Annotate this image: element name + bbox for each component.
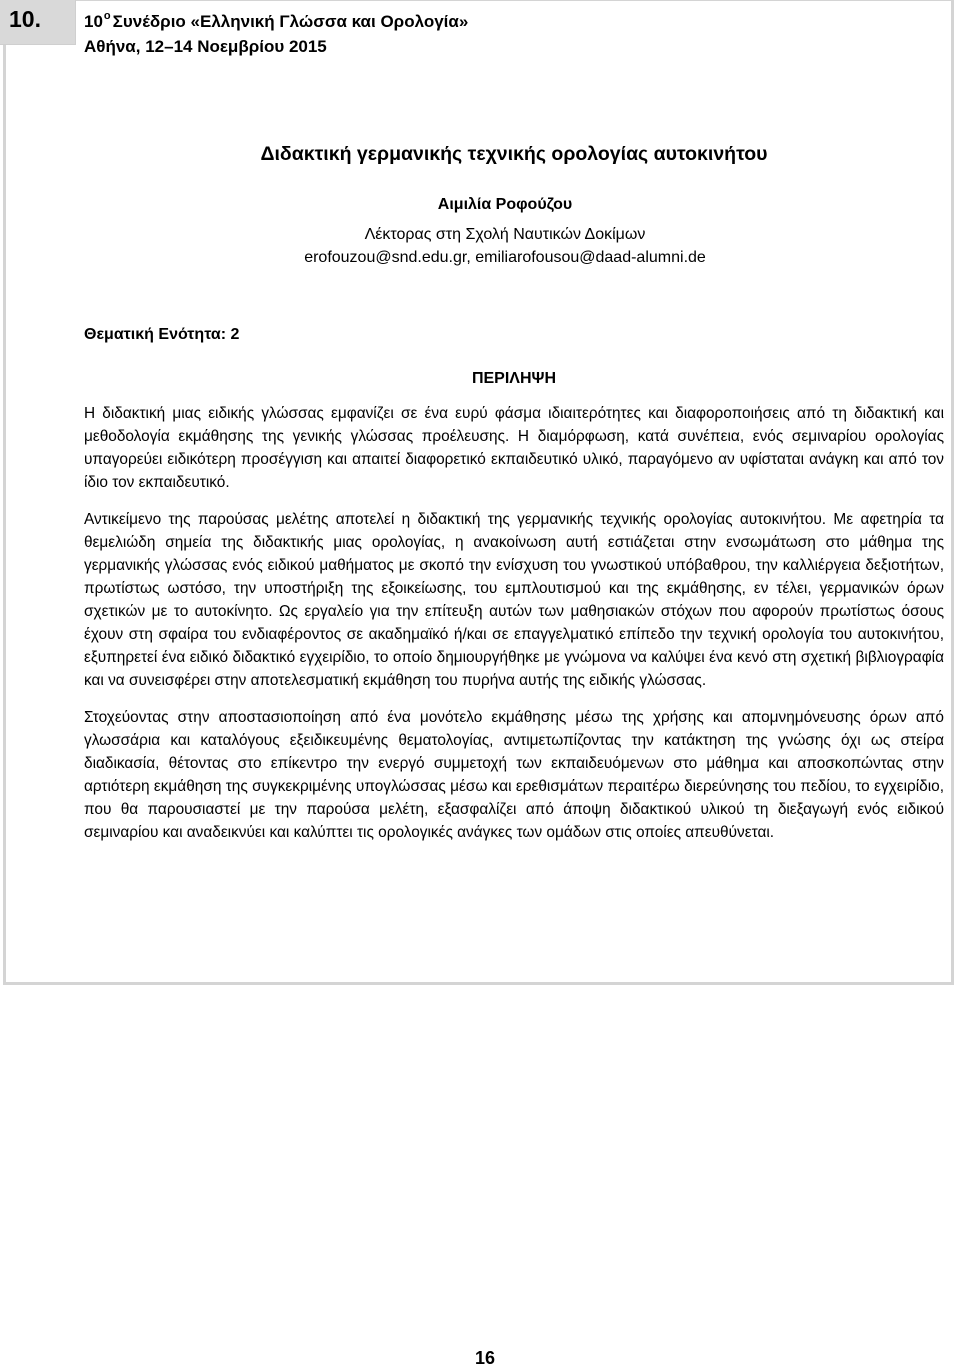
- conference-ordinal-suffix: ο: [103, 10, 111, 22]
- page-number: 16: [474, 1348, 496, 1368]
- author-name: Αιμιλία Ροφούζου: [437, 196, 573, 213]
- conference-place-date: Αθήνα, 12–14 Νοεμβρίου 2015: [84, 37, 327, 56]
- conference-title: [84, 10, 468, 32]
- thematic-unit: Θεματική Ενότητα: 2: [84, 326, 240, 343]
- conference-name: Συνέδριο «Ελληνική Γλώσσα και Ορολογία»: [112, 12, 469, 31]
- section-number: 10.: [9, 6, 41, 32]
- author-affiliation: Λέκτορας στη Σχολή Ναυτικών Δοκίμων: [364, 226, 646, 243]
- section-number-box: [0, 0, 76, 45]
- conference-ordinal: 10: [84, 12, 103, 31]
- abstract-body: [84, 402, 944, 858]
- paper-title: Διδακτική γερμανικής τεχνικής ορολογίας αυτοκινήτου: [260, 143, 768, 165]
- author-emails: erofouzou@snd.edu.gr, emiliarofousou@daad-alumni.de: [304, 249, 706, 266]
- abstract-paragraph: Η διδακτική μιας ειδικής γλώσσας εμφανίζει σε ένα ευρύ φάσμα ιδιαιτερότητες και διαφοροποιήσεις από τη διδακτική και μεθοδολογία εκμάθησης της γενικής γλώσσας προέλευσης. Η διαμόρφωση, κατά συνέπεια, ενός σεμιναρίου ορολογίας υπαγορεύει ειδικότερη προσέγγιση και απαιτεί διαφορετικό εκπαιδευτικό υλικό, παραγόμενο αν υφίσταται ανάγκη και από τον ίδιο τον εκπαιδευτικό.: [84, 405, 944, 491]
- abstract-paragraph: Αντικείμενο της παρούσας μελέτης αποτελεί η διδακτική της γερμανικής τεχνικής ορολογίας αυτοκινήτου. Με αφετηρία τα θεμελιώδη σημεία της διδακτικής μιας ορολογίας, η ανακοίνωση αυτή εστιάζεται στην ενσωμάτωση στο μάθημα της γερμανικής γλώσσας ενός ειδικού μαθήματος με σκοπό την ενίσχυση του γνωστικού υπόβαθρου, την καλλιέργεια δεξιοτήτων, πρωτίστως ωστόσο, την υποστήριξη της εξοικείωσης, του εμπλουτισμού και της εκμάθησης, εν τέλει, γερμανικών όρων σχετικών με το αυτοκίνητο. Ως εργαλείο για την επίτευξη αυτών των μαθησιακών στόχων που αφορούν πρωτίστως όσους έχουν στη σφαίρα του ενδιαφέροντος σε ακαδημαϊκό ή/και σε επαγγελματικό επίπεδο την τεχνική ορολογία του αυτοκινήτου, εξυπηρετεί ένα ειδικό διδακτικό εγχειρίδιο, το οποίο δημιουργήθηκε με γνώμονα να καλύψει ένα κενό στη σχετική βιβλιογραφία και να συνεισφέρει στην αποτελεσματική εκμάθηση του πυρήνα αυτής της ειδικής γλώσσας.: [84, 511, 944, 689]
- abstract-paragraph: Στοχεύοντας στην αποστασιοποίηση από ένα μονότελο εκμάθησης μέσω της χρήσης και απομνημόνευσης όρων από γλωσσάρια και καταλόγους εξειδικευμένης θεματολογίας, αντιμετωπίζοντας την κατάκτηση της γνώσης όχι ως στείρα διαδικασία, θέτοντας στο επίκεντρο την ενεργό συμμετοχή των εκπαιδευόμενων στο μάθημα και αποσκοπώντας στην αρτιότερη εκμάθηση της συγκεκριμένης υπογλώσσας μέσω και ερεθισμάτων περαιτέρω διερεύνησης του πεδίου, το εγχειρίδιο, που θα παρουσιαστεί με την παρούσα μελέτη, εξασφαλίζει από άποψη διδακτικού υλικού τη διεξαγωγή ενός ειδικού σεμιναρίου και αναδεικνύει και καλύπτει τις ορολογικές ανάγκες των ομάδων στις οποίες απευθύνεται.: [84, 709, 944, 841]
- abstract-heading: ΠΕΡΙΛΗΨΗ: [471, 370, 557, 387]
